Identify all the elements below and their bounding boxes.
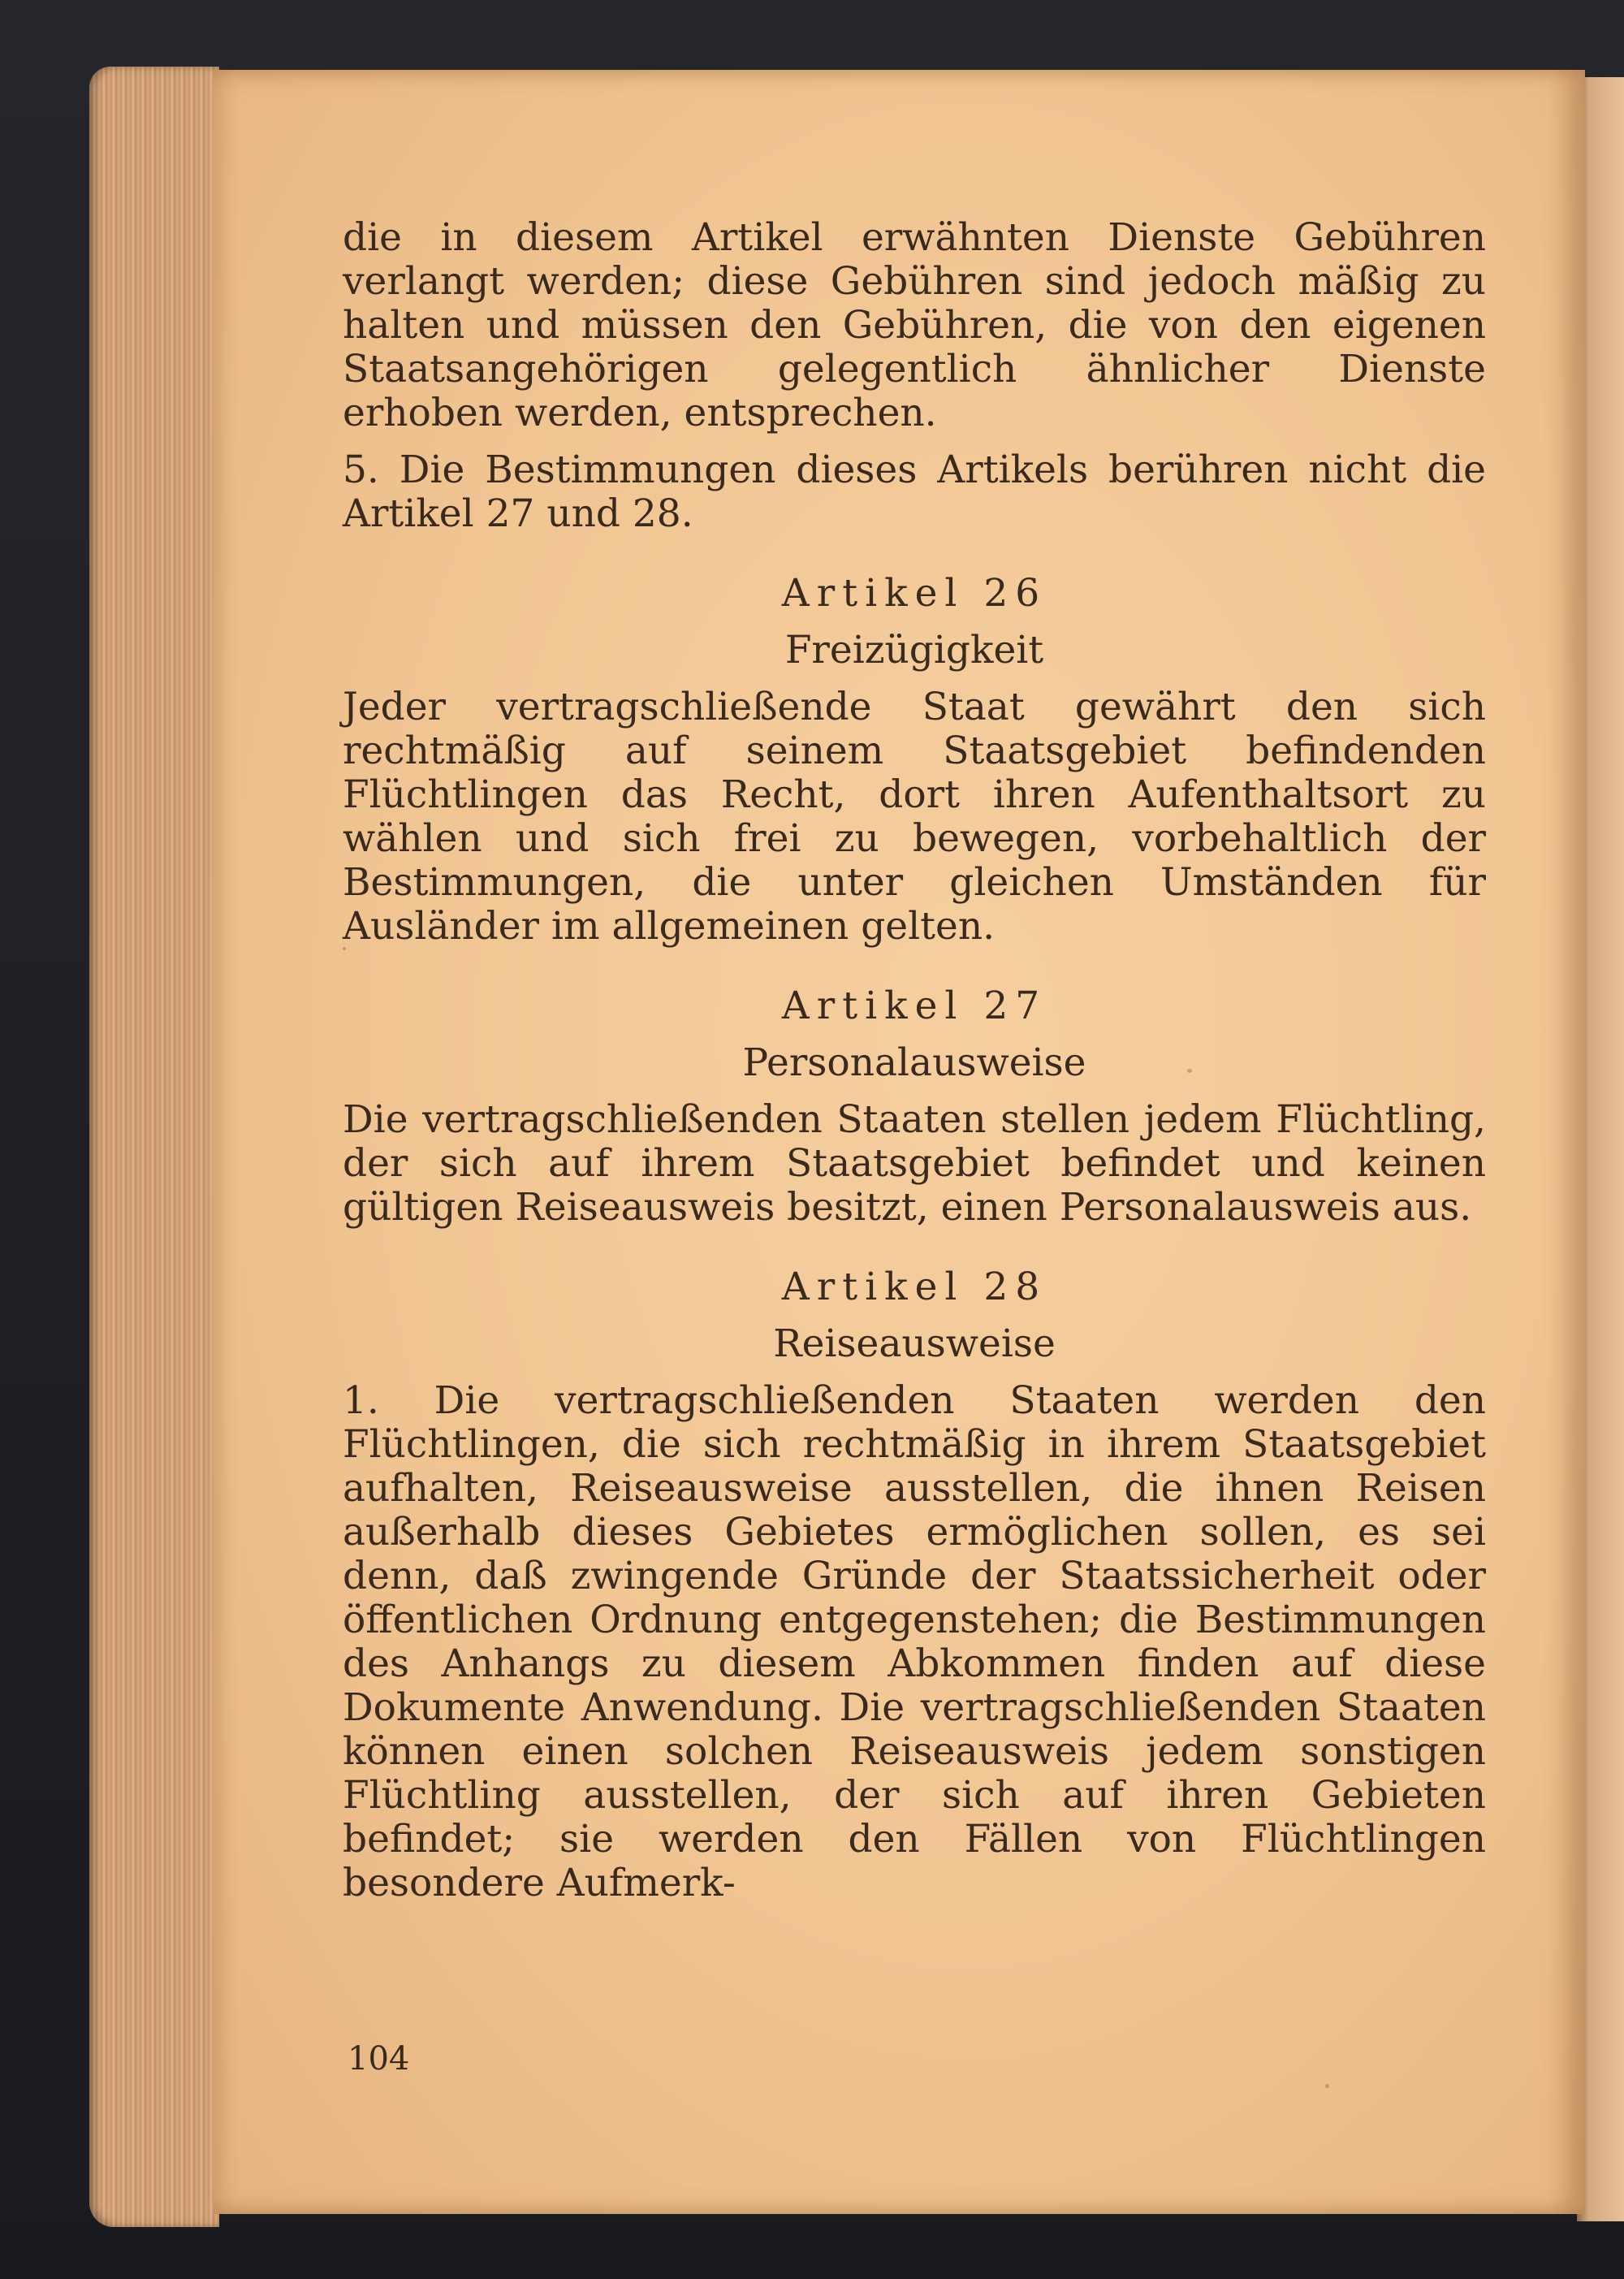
book-page bbox=[213, 70, 1585, 2214]
article-27-heading: Artikel 27 bbox=[781, 984, 1047, 1028]
paper-speck bbox=[1325, 2084, 1329, 2088]
continuation-paragraph: die in diesem Artikel erwähnten Dienste Gebühren verlangt werden; diese Gebühren sind jedoch mäßig zu halten und müssen den Gebühren, die von den eigenen Staatsangehörigen gelegentlich ähnlicher Dienste erhoben werden, entsprechen. bbox=[343, 215, 1486, 435]
paragraph-5: 5. Die Bestimmungen dieses Artikels berühren nicht die Artikel 27 und 28. bbox=[343, 448, 1486, 536]
article-26-title: Freizügigkeit bbox=[784, 628, 1044, 672]
book-page-edges bbox=[89, 67, 219, 2227]
article-28-text: 1. Die vertragschließenden Staaten werden den Flüchtlingen, die sich rechtmäßig in ihrem Staatsgebiet aufhalten, Reiseausweise ausstellen, die ihnen Reisen außerhalb dieses Gebietes ermöglichen sollen, es sei denn, daß zwingende Gründe der Staatssicherheit oder öffentlichen Ordnung entgegenstehen; die Bestimmungen des Anhangs zu diesem Abkommen finden auf diese Dokumente Anwendung. Die vertragschließenden Staaten können einen solchen Reiseausweis jedem sonstigen Flüchtling ausstellen, der sich auf ihren Gebieten befindet; sie werden den Fällen von Flüchtlingen besondere Aufmerk- bbox=[343, 1378, 1486, 1905]
page-text bbox=[343, 216, 1486, 1905]
page-number: 104 bbox=[348, 2040, 410, 2078]
article-27-title: Personalausweise bbox=[742, 1040, 1086, 1085]
article-27-text: Die vertragschließenden Staaten stellen jedem Flüchtling, der sich auf ihrem Staatsgebiet befindet und keinen gültigen Reiseausweis besitzt, einen Personalausweis aus. bbox=[343, 1097, 1486, 1230]
article-28-title: Reiseausweise bbox=[773, 1321, 1056, 1366]
article-26-heading: Artikel 26 bbox=[781, 571, 1047, 616]
article-28-heading: Artikel 28 bbox=[781, 1265, 1047, 1309]
article-26-text: Jeder vertragschließende Staat gewährt den sich rechtmäßig auf seinem Staatsgebiet befindenden Flüchtlingen das Recht, dort ihren Aufenthaltsort zu wählen und sich frei zu bewegen, vorbehaltlich der Bestimmungen, die unter gleichen Umständen für Ausländer im allgemeinen gelten. bbox=[343, 685, 1486, 949]
